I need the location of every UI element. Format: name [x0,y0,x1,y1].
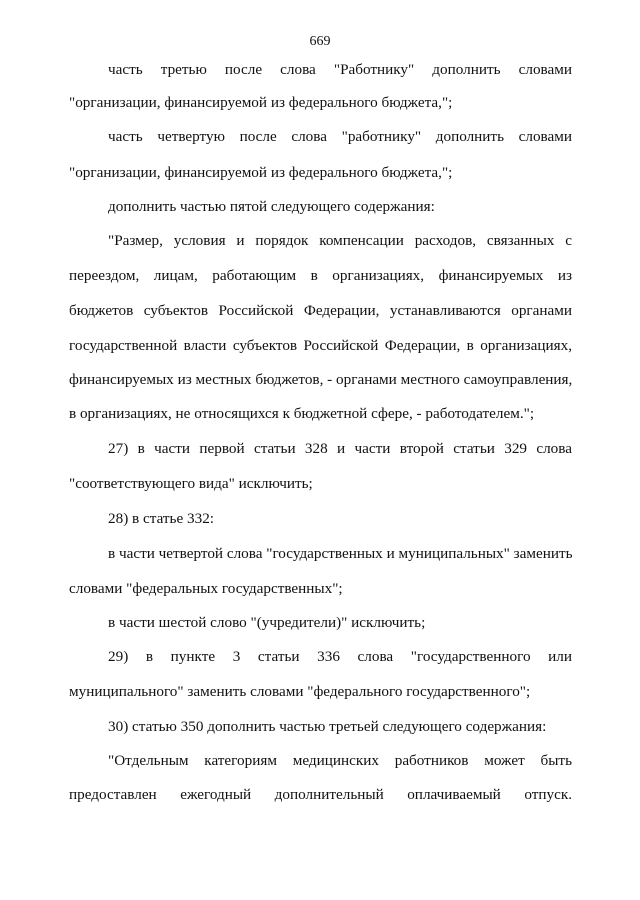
text-line: 28) в статье 332: [108,510,215,527]
text-line: "Отдельным категориям медицинских работников может быть [108,752,572,769]
text-line: словами "федеральных государственных"; [69,580,343,597]
text-line: "Размер, условия и порядок компенсации расходов, связанных с [108,232,572,249]
text-line: дополнить частью пятой следующего содержания: [108,198,435,215]
text-line: муниципального" заменить словами "федерального государственного"; [69,683,531,700]
text-line: предоставлен ежегодный дополнительный оплачиваемый отпуск. [69,786,572,803]
text-line: финансируемых из местных бюджетов, - органами местного самоуправления, [69,371,573,388]
text-line: в части шестой слово "(учредители)" исключить; [108,614,426,631]
text-line: в части четвертой слова "государственных и муниципальных" заменить [108,545,573,562]
text-line: 27) в части первой статьи 328 и части второй статьи 329 слова [108,440,572,457]
text-line: бюджетов субъектов Российской Федерации, устанавливаются органами [69,302,572,319]
page-number: 669 [309,34,331,49]
text-line: часть третью после слова "Работнику" дополнить словами [108,61,572,78]
text-line: переездом, лицам, работающим в организациях, финансируемых из [69,267,572,284]
text-line: часть четвертую после слова "работнику" дополнить словами [108,128,572,145]
text-line: 30) статью 350 дополнить частью третьей следующего содержания: [108,718,547,735]
text-line: "соответствующего вида" исключить; [69,475,313,492]
text-line: 29) в пункте 3 статьи 336 слова "государственного или [108,648,572,665]
text-line: "организации, финансируемой из федерального бюджета,"; [69,94,453,111]
text-line: в организациях, не относящихся к бюджетной сфере, - работодателем."; [69,405,535,422]
text-line: государственной власти субъектов Российской Федерации, в организациях, [69,337,572,354]
text-line: "организации, финансируемой из федерального бюджета,"; [69,164,453,181]
